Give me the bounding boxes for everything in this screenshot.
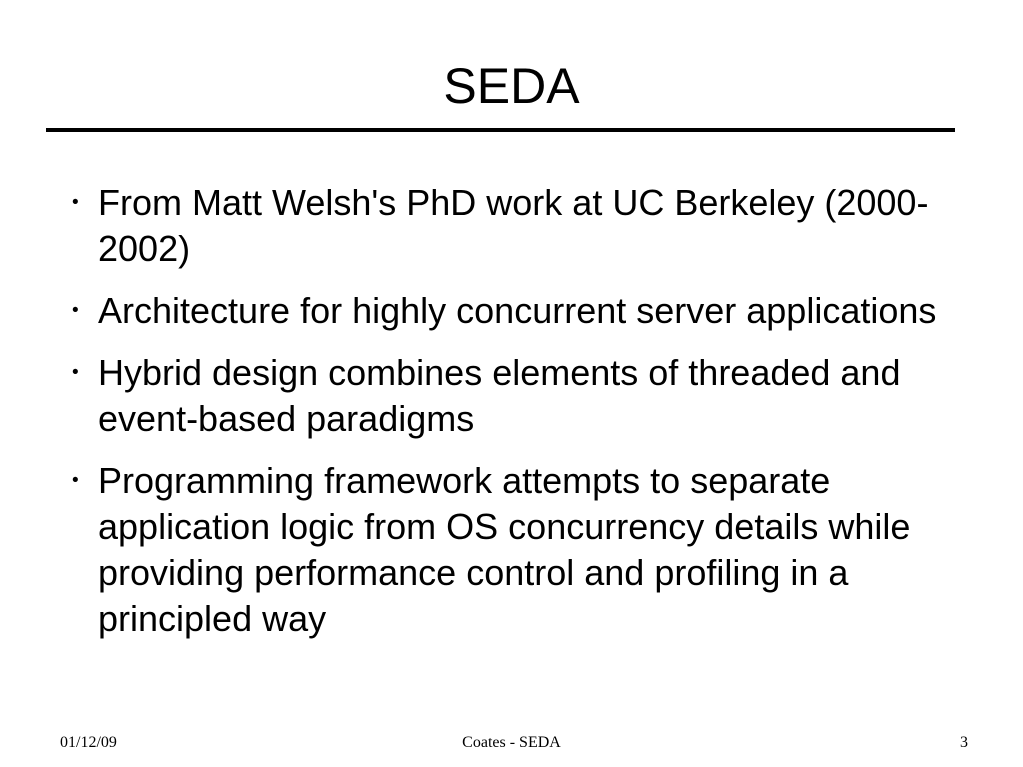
bullet-text-4: Programming framework attempts to separate application logic from OS concurrency details while providing performance control and profiling in a principled way <box>98 460 911 639</box>
bullet-dot-icon: • <box>72 470 79 491</box>
footer-page-number: 3 <box>960 734 968 751</box>
slide-title: SEDA <box>443 58 580 114</box>
footer-title: Coates - SEDA <box>462 734 561 751</box>
bullet-item-3 <box>70 350 970 442</box>
bullet-text-2: Architecture for highly concurrent server applications <box>98 290 937 331</box>
bullet-item-1 <box>70 180 970 272</box>
bullet-item-2 <box>70 288 970 334</box>
footer-date: 01/12/09 <box>60 734 117 751</box>
bullet-list <box>70 180 970 658</box>
bullet-text-3: Hybrid design combines elements of threaded and event-based paradigms <box>98 352 901 439</box>
bullet-item-4 <box>70 458 970 642</box>
title-underline-rule <box>46 128 955 132</box>
bullet-dot-icon: • <box>72 362 79 383</box>
bullet-dot-icon: • <box>72 192 79 213</box>
bullet-text-1: From Matt Welsh's PhD work at UC Berkeley (2000-2002) <box>98 182 929 269</box>
bullet-dot-icon: • <box>72 300 79 321</box>
